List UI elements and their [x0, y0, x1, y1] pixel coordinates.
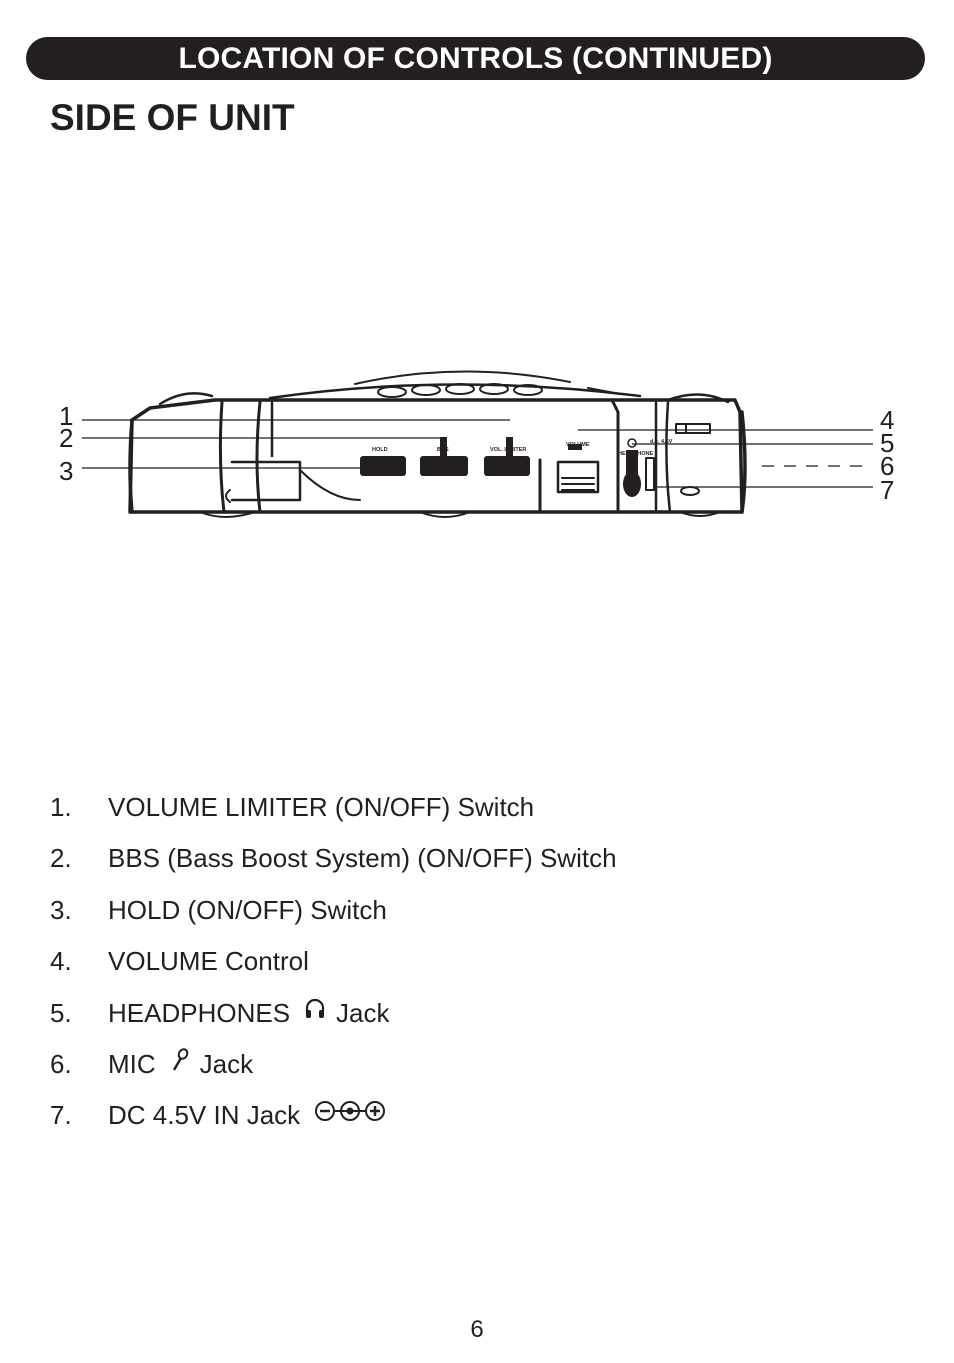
- header-title: LOCATION OF CONTROLS (CONTINUED): [178, 41, 773, 75]
- item-number: 2.: [50, 843, 72, 874]
- item-text: VOLUME Control: [108, 946, 309, 977]
- unit-label-hold-on: ON: [364, 456, 373, 462]
- headphones-icon: [304, 995, 326, 1029]
- item-number: 1.: [50, 792, 72, 822]
- side-of-unit-diagram: [0, 370, 954, 530]
- item-number: 5.: [50, 997, 72, 1028]
- unit-label-dc: d.c. 4.5V: [650, 439, 673, 445]
- list-item: [50, 1047, 910, 1098]
- list-item: [50, 790, 910, 841]
- callout-5: 5: [880, 428, 895, 458]
- list-item: [50, 893, 910, 944]
- item-text: BBS (Bass Boost System) (ON/OFF) Switch: [108, 843, 617, 874]
- unit-label-vol-limiter: VOL. LIMITER: [490, 447, 527, 453]
- list-item: [50, 996, 910, 1047]
- unit-label-volume: VOLUME: [566, 442, 590, 448]
- item-number: 6.: [50, 1048, 72, 1079]
- callout-1: 1: [59, 401, 74, 431]
- unit-label-hold: HOLD: [372, 447, 388, 453]
- controls-list: [50, 790, 910, 1150]
- unit-label-headphone: HEADPHONE: [618, 451, 654, 457]
- callout-4: 4: [880, 405, 895, 435]
- microphone-icon: [170, 1046, 190, 1080]
- list-item: [50, 1098, 910, 1149]
- item-text: DC 4.5V IN Jack: [108, 1100, 301, 1131]
- page-number: 6: [470, 1316, 484, 1343]
- unit-label-bbs: BBS: [437, 447, 449, 453]
- list-item: [50, 841, 910, 892]
- list-item: [50, 944, 910, 995]
- item-suffix: Jack: [199, 1048, 254, 1079]
- callout-2: 2: [59, 423, 74, 453]
- item-text: MIC: [108, 1048, 156, 1079]
- item-number: 4.: [50, 946, 72, 977]
- unit-label-bbs-off: OFF: [449, 456, 460, 462]
- dc-polarity-icon: [314, 1097, 386, 1131]
- unit-label-vol-off: OFF: [513, 456, 524, 462]
- item-text: VOLUME LIMITER (ON/OFF) Switch: [108, 792, 535, 822]
- callout-7: 7: [880, 475, 895, 505]
- callout-3: 3: [59, 456, 74, 486]
- item-text: HEADPHONES: [108, 997, 291, 1028]
- item-suffix: Jack: [336, 997, 390, 1028]
- item-number: 7.: [50, 1100, 72, 1131]
- item-number: 3.: [50, 894, 72, 925]
- unit-label-bbs-on: ON: [428, 456, 437, 462]
- unit-label-hold-off: OFF: [385, 456, 396, 462]
- item-text: HOLD (ON/OFF) Switch: [108, 894, 387, 925]
- section-title: SIDE OF UNIT: [50, 97, 295, 138]
- header-bar: [26, 37, 925, 80]
- callout-6: 6: [880, 451, 895, 481]
- unit-label-vol-on: ON: [492, 456, 501, 462]
